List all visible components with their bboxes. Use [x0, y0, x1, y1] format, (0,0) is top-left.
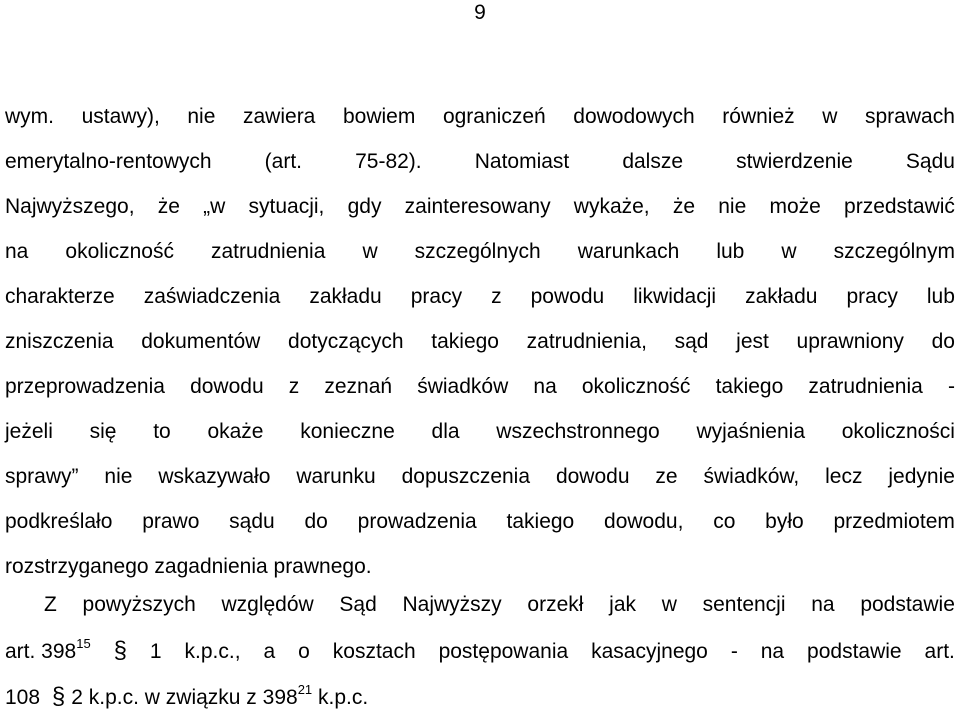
- kpc-text: k.p.c.: [318, 686, 369, 709]
- text-line: przeprowadzenia dowodu z zeznań świadków na okoliczność takiego zatrudnienia -: [5, 375, 955, 398]
- text-line: zniszczenia dokumentów dotyczących takiego zatrudnienia, sąd jest uprawniony do: [5, 330, 955, 353]
- paragraph2-line2: art. $398^{15}$ § 1 k.p.c., a o kosztach postępowania kasacyjnego - na podstawie art.: [5, 634, 955, 668]
- section-sign-icon: §: [113, 637, 127, 664]
- text-line: na okoliczność zatrudnienia w szczególnych warunkach lub w szczególnym: [5, 240, 955, 263]
- art-108: 108: [5, 686, 41, 709]
- text-line: sprawy” nie wskazywało warunku dopuszczenia dowodu ze świadków, lecz jedynie: [5, 465, 955, 488]
- text-line: charakterze zaświadczenia zakładu pracy z powodu likwidacji zakładu pracy lub: [5, 285, 955, 308]
- art-ref: art. $398^{15}$: [5, 636, 91, 663]
- text-line: jeżeli się to okaże konieczne dla wszechstronnego wyjaśnienia okoliczności: [5, 420, 955, 443]
- reference-text: 2 k.p.c. w związku z 398: [71, 686, 298, 709]
- superscript-21: 21: [297, 682, 313, 697]
- text-line: rozstrzyganego zagadnienia prawnego.: [5, 555, 372, 578]
- superscript-15: 15: [76, 636, 91, 651]
- page-number: 9: [474, 1, 486, 24]
- paragraph2-line1: Z powyższych względów Sąd Najwyższy orzekł jak w sentencji na podstawie: [44, 593, 955, 616]
- text-line: emerytalno-rentowych (art. 75-82). Natomiast dalsze stwierdzenie Sądu: [5, 150, 955, 173]
- section-sign-icon: §: [51, 683, 66, 710]
- text-line: wym. ustawy), nie zawiera bowiem ograniczeń dowodowych również w sprawach: [5, 105, 955, 128]
- text-line: Najwyższego, że „w sytuacji, gdy zainteresowany wykaże, że nie może przedstawić: [5, 195, 955, 218]
- text-line: podkreślało prawo sądu do prowadzenia takiego dowodu, co było przedmiotem: [5, 510, 955, 533]
- paragraph2-line3: [5, 680, 955, 714]
